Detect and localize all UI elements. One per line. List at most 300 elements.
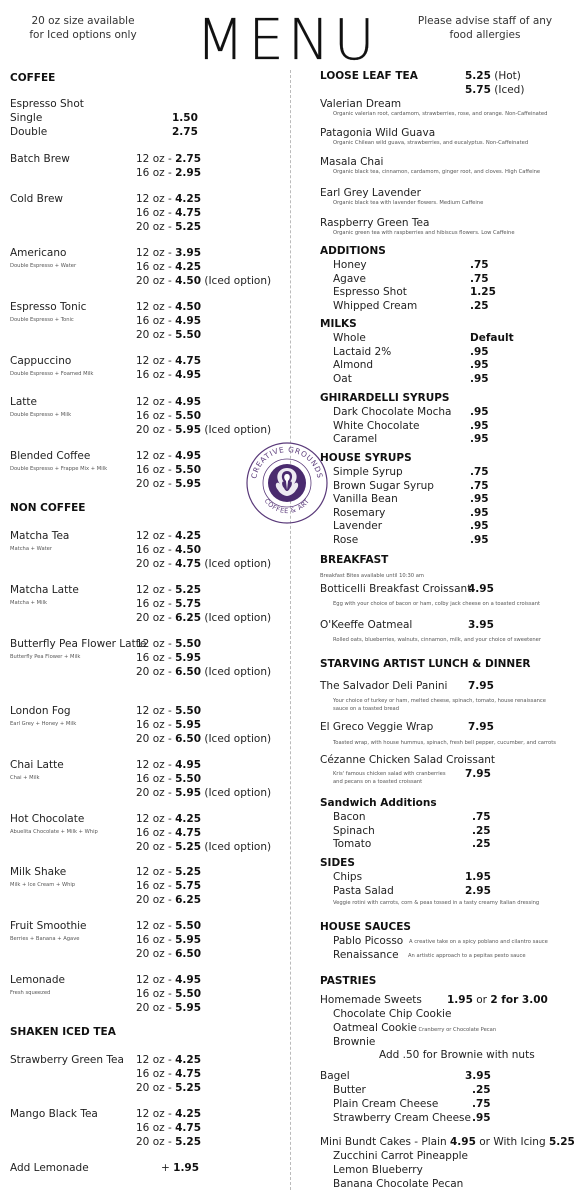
- add-lemonade-price: 1.95: [173, 1162, 200, 1174]
- size-label: 16 oz -: [136, 719, 176, 731]
- size-label: 20 oz -: [136, 478, 176, 490]
- size-price-line: [136, 773, 201, 785]
- size-price-line: [136, 666, 271, 678]
- list-item-name: Brown Sugar Syrup: [333, 479, 434, 492]
- list-item-name: Chips: [333, 871, 363, 883]
- size-price: 5.50: [175, 988, 202, 1000]
- list-item-price: .75: [470, 466, 489, 478]
- size-price-line: [136, 544, 201, 556]
- item-description: Butterfly Pea Flower + Milk: [10, 654, 81, 660]
- size-label: 20 oz -: [136, 424, 176, 436]
- homemade-sweets-line: [320, 994, 422, 1006]
- item-name: Butterfly Pea Flower Latte: [10, 638, 147, 650]
- size-price: 5.50: [175, 464, 202, 476]
- size-label: 16 oz -: [136, 988, 176, 1000]
- size-price-line: [136, 153, 201, 165]
- size-label: 12 oz -: [136, 1054, 176, 1066]
- logo-text-top: CREATIVE GROUNDS: [249, 444, 325, 480]
- section-title-house-syrups: HOUSE SYRUPS: [320, 452, 412, 464]
- list-item-price: 1.25: [470, 286, 496, 298]
- allergy-note-line-1: Please advise staff of any: [417, 15, 553, 27]
- sauce-name: Renaissance: [333, 949, 399, 961]
- size-price-line: [136, 948, 201, 960]
- bagel-add-price: .25: [472, 1084, 491, 1096]
- size-price: 5.25: [175, 866, 202, 878]
- section-title-loose-leaf-tea: LOOSE LEAF TEA: [320, 70, 418, 82]
- size-price-line: [136, 988, 201, 1000]
- sauce-description: An artistic approach to a pepitas pesto sauce: [408, 953, 526, 959]
- size-price: 5.25: [175, 841, 202, 853]
- list-item-name: Bacon: [333, 811, 366, 823]
- iced-option-note: (Iced option): [201, 787, 272, 799]
- iced-option-note: (Iced option): [201, 841, 272, 853]
- bagel-add-name: Butter: [333, 1084, 366, 1096]
- bundt-flavor: Lemon Blueberry: [333, 1164, 423, 1176]
- size-price: 6.50: [175, 666, 202, 678]
- section-title-lunch-dinner: STARVING ARTIST LUNCH & DINNER: [320, 658, 531, 670]
- size-price-line: [136, 1108, 201, 1120]
- bundt-flavor: Banana Chocolate Pecan: [333, 1178, 464, 1190]
- size-price: 4.75: [175, 1122, 202, 1134]
- bagel-add-name: Strawberry Cream Cheese: [333, 1112, 471, 1124]
- size-price: 5.95: [175, 478, 202, 490]
- item-name: Espresso Shot: [10, 98, 84, 110]
- item-name: Blended Coffee: [10, 450, 91, 462]
- size-price: 5.95: [175, 787, 202, 799]
- sizes-note-line-2: for Iced options only: [29, 29, 137, 41]
- lunch-item-description: and pecans on a toasted croissant: [333, 779, 423, 785]
- item-description: Milk + Ice Cream + Whip: [10, 882, 76, 888]
- hot-price: 5.25: [465, 70, 491, 82]
- size-price-line: [136, 652, 201, 664]
- size-price: 4.75: [175, 207, 202, 219]
- list-item-name: White Chocolate: [333, 419, 420, 432]
- size-label: 16 oz -: [136, 261, 176, 273]
- tea-description: Organic green tea with raspberries and hibiscus flowers. Low Caffeine: [333, 230, 515, 236]
- size-price: 4.25: [175, 1054, 202, 1066]
- size-price-line: [136, 478, 201, 490]
- size-price-line: [136, 1002, 201, 1014]
- size-price: 5.95: [175, 1002, 202, 1014]
- bagel-price: 3.95: [465, 1070, 491, 1082]
- size-price-line: [136, 974, 201, 986]
- list-item-name: Honey: [333, 259, 367, 271]
- section-title-shaken-iced-tea: SHAKEN ICED TEA: [10, 1026, 116, 1038]
- size-price: 6.25: [175, 612, 202, 624]
- sweet-item-name: Brownie: [333, 1036, 376, 1048]
- size-price-line: [136, 1136, 201, 1148]
- size-label: 20 oz -: [136, 948, 176, 960]
- iced-option-note: (Iced option): [201, 733, 272, 745]
- size-price-line: [136, 410, 201, 422]
- size-price: 4.95: [175, 450, 202, 462]
- size-price-line: [136, 1068, 201, 1080]
- size-price: 4.25: [175, 193, 202, 205]
- tea-name: Patagonia Wild Guava: [320, 127, 436, 139]
- size-price: 4.75: [175, 558, 202, 570]
- tea-description: Organic valerian root, cardamom, strawberries, rose, and orange. Non-Caffeinated: [333, 111, 548, 117]
- size-price-line: [136, 355, 201, 367]
- sizes-note: [8, 14, 158, 42]
- lunch-item-price: 7.95: [468, 680, 494, 692]
- size-price-line: [136, 530, 201, 542]
- add-lemonade-price-line: [161, 1162, 199, 1174]
- list-item-price: .25: [470, 299, 489, 312]
- size-label: 20 oz -: [136, 787, 176, 799]
- item-description: Double Espresso + Water: [10, 263, 77, 269]
- lunch-item-description: Kris' famous chicken salad with cranberries: [333, 771, 446, 777]
- size-price-line: [136, 920, 201, 932]
- list-item-price: 2.95: [465, 884, 491, 897]
- size-label: 12 oz -: [136, 450, 176, 462]
- size-label: 16 oz -: [136, 880, 176, 892]
- size-price: 4.50: [175, 275, 202, 287]
- lunch-item-name: The Salvador Deli Panini: [320, 680, 448, 692]
- bundt-flavor: Zucchini Carrot Pineapple: [333, 1150, 469, 1162]
- size-price: 4.95: [175, 396, 202, 408]
- size-price: 5.95: [175, 934, 202, 946]
- tea-name: Raspberry Green Tea: [320, 217, 430, 229]
- size-label: 12 oz -: [136, 396, 176, 408]
- item-name: Mango Black Tea: [10, 1108, 98, 1120]
- tea-description: Organic Chilean wild guava, strawberries, and eucalyptus. Non-Caffeinated: [333, 140, 529, 146]
- size-label: 20 oz -: [136, 329, 176, 341]
- size-price-line: [136, 1054, 201, 1066]
- size-price: 5.25: [175, 1136, 202, 1148]
- lunch-item-name: El Greco Veggie Wrap: [320, 721, 434, 733]
- section-title-milks: MILKS: [320, 318, 357, 330]
- espresso-double-price: 2.75: [172, 126, 198, 138]
- size-label: 12 oz -: [136, 705, 176, 717]
- size-price-line: [136, 301, 201, 313]
- bundt-mid: or With Icing: [475, 1136, 549, 1148]
- size-label: 12 oz -: [136, 193, 176, 205]
- bagel-add-price: .95: [472, 1112, 491, 1124]
- breakfast-item-price: 4.95: [468, 583, 494, 595]
- bundt-icing-price: 5.25: [548, 1136, 575, 1148]
- size-price: 4.25: [175, 530, 202, 542]
- item-name: Hot Chocolate: [10, 813, 85, 825]
- size-price-line: [136, 880, 201, 892]
- size-price-line: [136, 787, 271, 799]
- iced-price: 5.75: [465, 84, 491, 96]
- list-item-price: .95: [470, 345, 489, 358]
- size-price: 5.95: [175, 424, 202, 436]
- item-description: Matcha + Milk: [10, 600, 48, 606]
- size-label: 16 oz -: [136, 773, 176, 785]
- size-price-line: [136, 167, 201, 179]
- item-name: Matcha Latte: [10, 584, 79, 596]
- size-label: 12 oz -: [136, 247, 176, 259]
- hot-label: (Hot): [490, 70, 521, 82]
- bundt-plain-price: 4.95: [449, 1136, 476, 1148]
- list-item-name: Espresso Shot: [333, 286, 407, 298]
- size-label: 16 oz -: [136, 934, 176, 946]
- lunch-item-description: Your choice of turkey or ham, melted cheese, spinach, tomato, house renaissance: [333, 698, 546, 704]
- item-description: Double Espresso + Frappe Mix + Milk: [10, 466, 108, 472]
- sauce-name: Pablo Picosso: [333, 935, 404, 947]
- size-label: 16 oz -: [136, 598, 176, 610]
- size-label: 16 oz -: [136, 369, 176, 381]
- brownie-nuts-note: Add .50 for Brownie with nuts: [379, 1049, 535, 1061]
- size-label: 12 oz -: [136, 920, 176, 932]
- size-price: 5.50: [175, 920, 202, 932]
- iced-option-note: (Iced option): [201, 666, 272, 678]
- lunch-item-name: Cézanne Chicken Salad Croissant: [320, 754, 496, 766]
- list-item-price: .75: [472, 811, 491, 823]
- size-price-line: [136, 193, 201, 205]
- allergy-note: [400, 14, 570, 42]
- breakfast-item-name: O'Keeffe Oatmeal: [320, 619, 413, 631]
- size-label: 12 oz -: [136, 813, 176, 825]
- size-price: 5.95: [175, 719, 202, 731]
- list-item-price: .75: [470, 479, 489, 492]
- size-price-line: [136, 450, 201, 462]
- size-price-line: [136, 584, 201, 596]
- sweets-or: or: [472, 994, 491, 1006]
- size-price-line: [136, 396, 201, 408]
- section-title-coffee: COFFEE: [10, 72, 56, 84]
- size-label: 12 oz -: [136, 301, 176, 313]
- size-price-line: [136, 894, 201, 906]
- size-price-line: [136, 705, 201, 717]
- size-price: 5.50: [175, 410, 202, 422]
- iced-option-note: (Iced option): [201, 424, 272, 436]
- size-label: 20 oz -: [136, 221, 176, 233]
- list-item-name: Simple Syrup: [333, 466, 403, 478]
- iced-label: (Iced): [490, 84, 525, 96]
- size-price-line: [136, 813, 201, 825]
- list-item-name: Agave: [333, 272, 366, 285]
- size-label: 16 oz -: [136, 652, 176, 664]
- item-name: Latte: [10, 396, 37, 408]
- item-description: Double Espresso + Tonic: [10, 317, 74, 323]
- item-name: London Fog: [10, 705, 71, 717]
- size-label: 12 oz -: [136, 584, 176, 596]
- lunch-item-description: sauce on a toasted bread: [333, 706, 400, 712]
- espresso-double-label: Double: [10, 126, 48, 138]
- item-name: Cappuccino: [10, 355, 72, 367]
- size-price: 4.75: [175, 827, 202, 839]
- size-label: 12 oz -: [136, 759, 176, 771]
- sweet-item: [333, 1008, 451, 1020]
- item-name: Lemonade: [10, 974, 65, 986]
- size-price: 2.75: [175, 153, 202, 165]
- size-label: 20 oz -: [136, 841, 176, 853]
- item-name: Americano: [10, 247, 67, 259]
- size-price-line: [136, 221, 201, 233]
- size-price: 5.75: [175, 598, 202, 610]
- bundt-cakes-line: [320, 1136, 575, 1148]
- lunch-item-price: 7.95: [465, 768, 491, 780]
- list-item-name: Almond: [333, 359, 374, 371]
- size-price-line: [136, 1122, 201, 1134]
- item-description: Chai + Milk: [10, 775, 40, 781]
- item-name: Chai Latte: [10, 759, 64, 771]
- size-label: 12 oz -: [136, 638, 176, 650]
- list-item-price: .25: [472, 838, 491, 850]
- size-price-line: [136, 719, 201, 731]
- sauce-description: A creative take on a spicy poblano and cilantro sauce: [409, 939, 548, 945]
- size-price: 4.25: [175, 1108, 202, 1120]
- list-item-name: Caramel: [333, 433, 378, 445]
- item-name: Fruit Smoothie: [10, 920, 87, 932]
- size-label: 20 oz -: [136, 894, 176, 906]
- bundt-label: Mini Bundt Cakes - Plain: [320, 1136, 450, 1148]
- item-description: Matcha + Water: [10, 546, 52, 552]
- item-description: Abuelita Chocolate + Milk + Whip: [10, 829, 98, 835]
- sweet-item: [333, 1022, 496, 1034]
- size-label: 20 oz -: [136, 733, 176, 745]
- size-price-line: [136, 827, 201, 839]
- size-price-line: [136, 275, 271, 287]
- size-price: 4.75: [175, 355, 202, 367]
- size-price: 3.95: [175, 247, 202, 259]
- size-price: 5.50: [175, 705, 202, 717]
- size-price: 2.95: [175, 167, 202, 179]
- item-description: Earl Grey + Honey + Milk: [10, 721, 77, 727]
- section-title-pastries: PASTRIES: [320, 975, 377, 987]
- size-price: 5.50: [175, 329, 202, 341]
- section-title-sandwich-additions: Sandwich Additions: [320, 797, 437, 809]
- tea-name: Earl Grey Lavender: [320, 187, 421, 199]
- size-price-line: [136, 866, 201, 878]
- list-item-name: Whole: [333, 332, 366, 344]
- breakfast-item-description: Rolled oats, blueberries, walnuts, cinnamon, milk, and your choice of sweetener: [333, 637, 542, 643]
- item-name: Batch Brew: [10, 153, 70, 165]
- size-label: 16 oz -: [136, 207, 176, 219]
- bagel-name: Bagel: [320, 1070, 350, 1082]
- item-name: Strawberry Green Tea: [10, 1054, 124, 1066]
- size-price-line: [136, 733, 271, 745]
- pasta-salad-description: Veggie rotini with carrots, corn & peas tossed in a tasty creamy Italian dressing: [333, 900, 540, 906]
- size-price: 5.75: [175, 880, 202, 892]
- size-label: 16 oz -: [136, 1068, 176, 1080]
- size-label: 20 oz -: [136, 1082, 176, 1094]
- tea-description: Organic black tea with lavender flowers. Medium Caffeine: [333, 200, 484, 206]
- homemade-sweets-price: [447, 994, 548, 1006]
- item-description: Fresh squeezed: [10, 990, 51, 996]
- sweet-item-note: Cranberry or Chocolate Pecan: [416, 1027, 497, 1033]
- sweets-price-deal: 2 for 3.00: [490, 994, 548, 1006]
- latte-art-icon: [268, 464, 306, 502]
- size-price-line: [136, 424, 271, 436]
- list-item-price: .95: [470, 433, 489, 445]
- size-label: 20 oz -: [136, 558, 176, 570]
- iced-option-note: (Iced option): [201, 558, 272, 570]
- breakfast-item-description: Egg with your choice of bacon or ham, colby jack cheese on a toasted croissant: [333, 601, 541, 607]
- size-price-line: [136, 464, 201, 476]
- list-item-name: Lavender: [333, 520, 383, 532]
- tea-name: Masala Chai: [320, 156, 384, 168]
- list-item-name: Rosemary: [333, 506, 386, 519]
- size-label: 16 oz -: [136, 544, 176, 556]
- size-price-line: [136, 329, 201, 341]
- size-price: 4.75: [175, 1068, 202, 1080]
- item-name: Milk Shake: [10, 866, 67, 878]
- size-price: 4.95: [175, 759, 202, 771]
- section-title-house-sauces: HOUSE SAUCES: [320, 921, 411, 933]
- size-price: 4.95: [175, 974, 202, 986]
- size-label: 12 oz -: [136, 530, 176, 542]
- section-title-sides: SIDES: [320, 857, 355, 869]
- lunch-item-price: 7.95: [468, 721, 494, 733]
- list-item-price: 1.95: [465, 871, 491, 883]
- size-price: 6.50: [175, 733, 202, 745]
- sweets-name: Homemade Sweets: [320, 994, 422, 1006]
- espresso-single-price: 1.50: [172, 112, 198, 124]
- breakfast-item-name: Botticelli Breakfast Croissant: [320, 583, 472, 595]
- loose-leaf-iced-price: [465, 84, 524, 96]
- iced-option-note: (Iced option): [201, 275, 272, 287]
- size-label: 16 oz -: [136, 827, 176, 839]
- item-description: Double Espresso + Milk: [10, 412, 72, 418]
- size-price: 4.95: [175, 315, 202, 327]
- espresso-single-label: Single: [10, 112, 43, 124]
- size-price-line: [136, 247, 201, 259]
- sweet-item: [333, 1036, 375, 1048]
- size-label: 12 oz -: [136, 1108, 176, 1120]
- creative-grounds-logo: [244, 440, 330, 526]
- iced-option-note: (Iced option): [201, 612, 272, 624]
- size-label: 12 oz -: [136, 974, 176, 986]
- size-price-line: [136, 759, 201, 771]
- list-item-price: .95: [470, 520, 489, 532]
- size-price: 6.25: [175, 894, 202, 906]
- size-label: 20 oz -: [136, 666, 176, 678]
- size-price: 4.95: [175, 369, 202, 381]
- section-title-non-coffee: NON COFFEE: [10, 502, 86, 514]
- size-label: 12 oz -: [136, 866, 176, 878]
- size-price-line: [136, 315, 201, 327]
- size-label: 16 oz -: [136, 315, 176, 327]
- size-price: 5.50: [175, 773, 202, 785]
- list-item-price: .95: [470, 493, 489, 505]
- size-price-line: [136, 934, 201, 946]
- size-label: 16 oz -: [136, 1122, 176, 1134]
- allergy-note-line-2: food allergies: [449, 29, 521, 41]
- list-item-name: Spinach: [333, 824, 375, 837]
- size-price-line: [136, 558, 271, 570]
- tea-name: Valerian Dream: [320, 98, 402, 110]
- size-price: 5.25: [175, 221, 202, 233]
- list-item-price: .75: [470, 272, 489, 285]
- list-item-price: .95: [470, 533, 489, 546]
- list-item-name: Lactaid 2%: [333, 345, 392, 358]
- size-price: 5.25: [175, 1082, 202, 1094]
- size-label: 20 oz -: [136, 1136, 176, 1148]
- sizes-note-line-1: 20 oz size available: [31, 15, 135, 27]
- sweet-item-name: Chocolate Chip Cookie: [333, 1008, 452, 1020]
- size-label: 20 oz -: [136, 275, 176, 287]
- bagel-add-price: .75: [472, 1098, 491, 1110]
- size-price: 4.25: [175, 813, 202, 825]
- list-item-price: .95: [470, 372, 489, 385]
- list-item-price: .95: [470, 419, 489, 432]
- size-price-line: [136, 1082, 201, 1094]
- list-item-name: Dark Chocolate Mocha: [333, 406, 452, 418]
- sweet-item-name: Oatmeal Cookie: [333, 1022, 417, 1034]
- size-label: 16 oz -: [136, 464, 176, 476]
- logo-text-bottom: COFFEE & ART: [262, 497, 312, 516]
- size-price-line: [136, 369, 201, 381]
- tea-description: Organic black tea, cinnamon, cardamom, ginger root, and cloves. High Caffeine: [333, 169, 541, 175]
- list-item-name: Oat: [333, 372, 352, 385]
- list-item-name: Rose: [333, 533, 359, 546]
- size-label: 20 oz -: [136, 612, 176, 624]
- list-item-price: Default: [470, 332, 514, 344]
- section-title-breakfast: BREAKFAST: [320, 554, 389, 566]
